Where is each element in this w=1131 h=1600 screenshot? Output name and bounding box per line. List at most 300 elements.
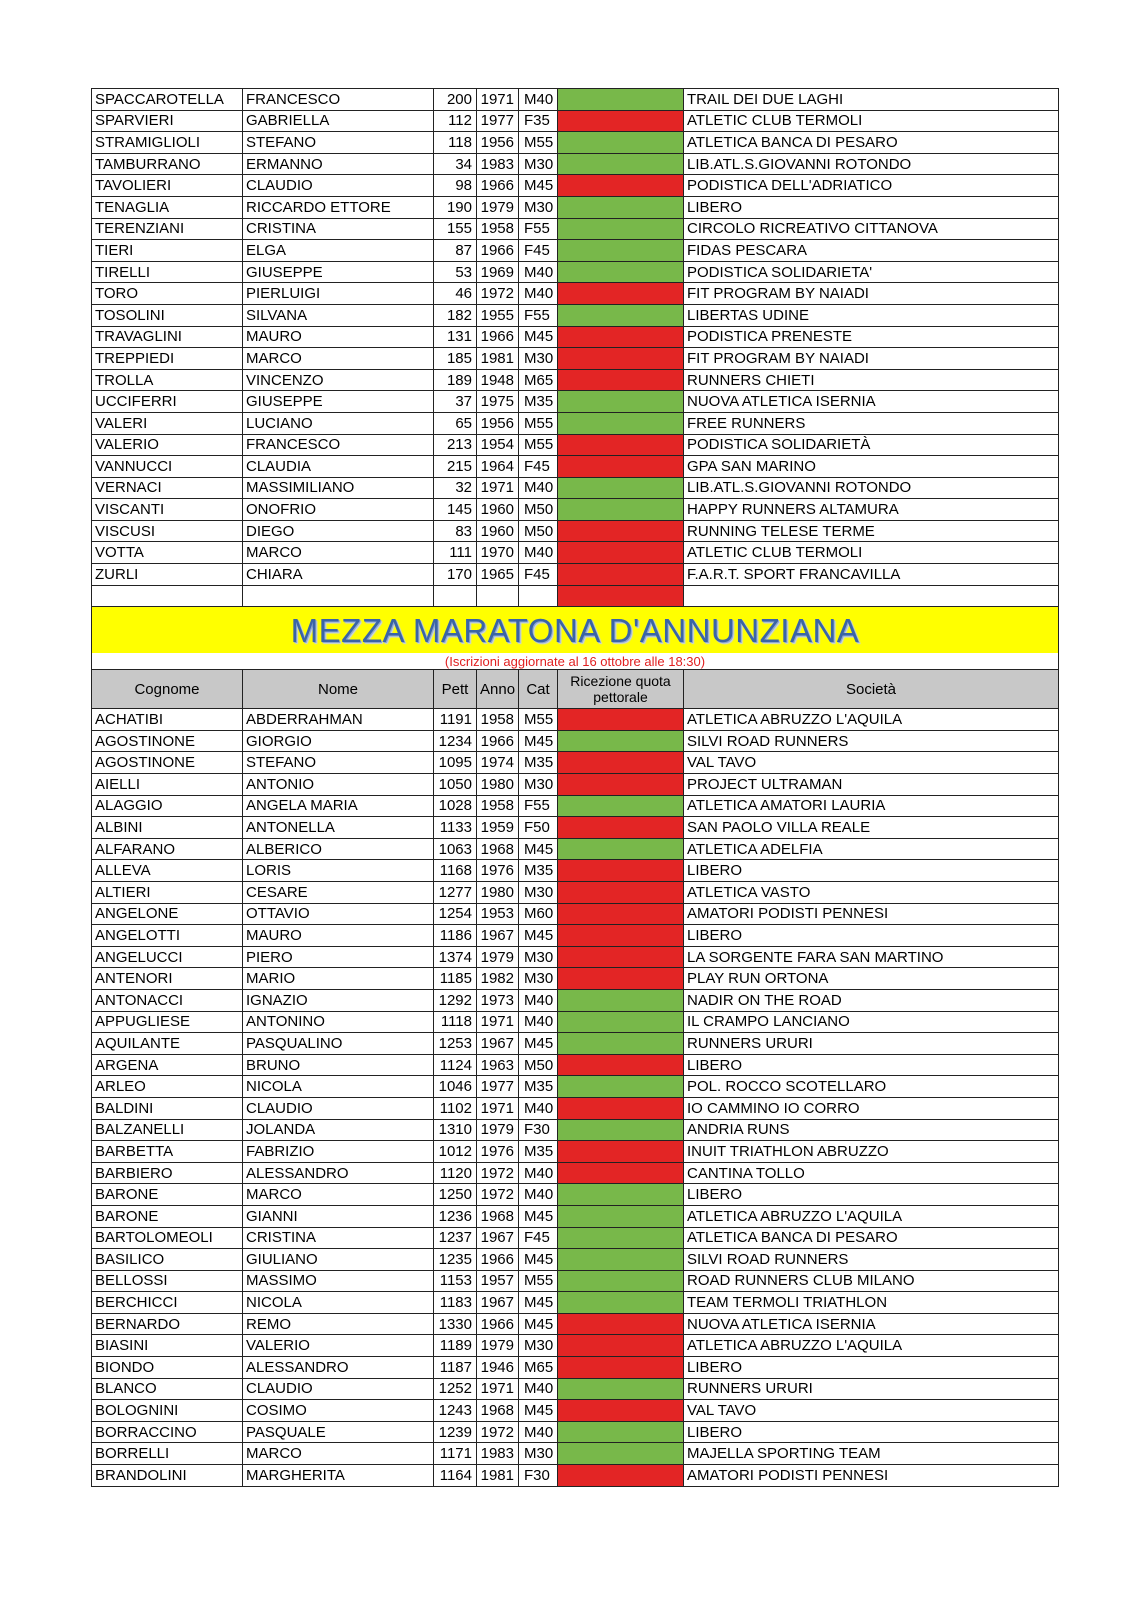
cell-surname: VANNUCCI [92,456,243,478]
table-row [92,1097,1059,1119]
cell-surname: UCCIFERRI [92,391,243,413]
cell-birth-year: 1966 [477,240,519,262]
cell-club: PODISTICA SOLIDARIETÀ [684,434,1059,456]
cell-surname: ARLEO [92,1076,243,1098]
cell-category: F30 [519,1465,558,1487]
cell-birth-year: 1968 [477,1205,519,1227]
cell-category: M35 [519,391,558,413]
cell-category: M35 [519,860,558,882]
table-row [92,1378,1059,1400]
cell-club: LIBERO [684,1421,1059,1443]
cell-birth-year: 1972 [477,1421,519,1443]
cell-birth-year: 1958 [477,795,519,817]
cell-name: ELGA [243,240,434,262]
cell-bib-number: 1236 [434,1205,477,1227]
table-row [92,946,1059,968]
cell-category: M30 [519,946,558,968]
cell-club: NADIR ON THE ROAD [684,989,1059,1011]
table-row [92,369,1059,391]
cell-club: FIT PROGRAM BY NAIADI [684,348,1059,370]
cell-category: M40 [519,1011,558,1033]
cell-birth-year: 1956 [477,412,519,434]
cell-name: ERMANNO [243,153,434,175]
cell-name: MAURO [243,326,434,348]
cell-bib-number: 1124 [434,1054,477,1076]
table-row [92,1270,1059,1292]
cell-category: M40 [519,1097,558,1119]
cell-club: SAN PAOLO VILLA REALE [684,817,1059,839]
cell-name: MASSIMILIANO [243,477,434,499]
cell-bib-number: 32 [434,477,477,499]
cell-surname: BERCHICCI [92,1292,243,1314]
cell-club: ATLETICA AMATORI LAURIA [684,795,1059,817]
cell-club: PODISTICA DELL'ADRIATICO [684,175,1059,197]
cell-bib-number: 1189 [434,1335,477,1357]
cell-category: M40 [519,1421,558,1443]
cell-club: ATLETICA BANCA DI PESARO [684,132,1059,154]
cell-birth-year: 1979 [477,946,519,968]
table-row [92,348,1059,370]
table-row [92,477,1059,499]
cell-club: PLAY RUN ORTONA [684,968,1059,990]
cell-club: IO CAMMINO IO CORRO [684,1097,1059,1119]
cell-bib-number: 145 [434,499,477,521]
cell-name: MARIO [243,968,434,990]
table-row [92,456,1059,478]
section-title-row [92,607,1059,654]
cell-payment-status [558,903,684,925]
table-row [92,283,1059,305]
table-row [92,1162,1059,1184]
cell-name: BRUNO [243,1054,434,1076]
header-year: Anno [477,670,519,709]
cell-bib-number: 111 [434,542,477,564]
cell-category: M45 [519,1313,558,1335]
cell-payment-status [558,520,684,542]
cell-surname: BARBETTA [92,1141,243,1163]
cell-payment-status [558,585,684,607]
cell-club: NUOVA ATLETICA ISERNIA [684,1313,1059,1335]
table-row [92,1292,1059,1314]
cell-surname: BASILICO [92,1249,243,1271]
cell-birth-year: 1981 [477,1465,519,1487]
cell-category: M55 [519,709,558,731]
cell-birth-year: 1970 [477,542,519,564]
cell-birth-year: 1968 [477,838,519,860]
cell-surname: BARONE [92,1205,243,1227]
cell-name: ANTONIO [243,774,434,796]
table-row [92,196,1059,218]
cell-club: SILVI ROAD RUNNERS [684,730,1059,752]
cell-birth-year: 1955 [477,304,519,326]
cell-birth-year: 1971 [477,1097,519,1119]
cell-payment-status [558,968,684,990]
cell-surname: ANGELONE [92,903,243,925]
cell-birth-year: 1946 [477,1357,519,1379]
section-header [92,607,1059,709]
cell-surname: AGOSTINONE [92,752,243,774]
cell-club: LIBERO [684,196,1059,218]
cell-bib-number: 37 [434,391,477,413]
cell-category: M45 [519,1249,558,1271]
cell-name: ALBERICO [243,838,434,860]
cell-category: M50 [519,1054,558,1076]
cell-category: F50 [519,817,558,839]
cell-bib-number: 1292 [434,989,477,1011]
cell-birth-year: 1980 [477,882,519,904]
cell-payment-status [558,1443,684,1465]
cell-bib-number [434,585,477,607]
cell-category: F35 [519,110,558,132]
table-row [92,326,1059,348]
cell-club: POL. ROCCO SCOTELLARO [684,1076,1059,1098]
table-row [92,817,1059,839]
table-row [92,218,1059,240]
cell-category: M30 [519,153,558,175]
table-row [92,391,1059,413]
cell-category: M40 [519,477,558,499]
cell-birth-year: 1976 [477,860,519,882]
cell-name: GIUSEPPE [243,391,434,413]
cell-club: RUNNERS URURI [684,1378,1059,1400]
cell-payment-status [558,456,684,478]
cell-club: CIRCOLO RICREATIVO CITTANOVA [684,218,1059,240]
cell-club: AMATORI PODISTI PENNESI [684,903,1059,925]
column-header-row [92,670,1059,709]
cell-payment-status [558,1054,684,1076]
table-row [92,132,1059,154]
cell-birth-year: 1972 [477,283,519,305]
cell-bib-number: 53 [434,261,477,283]
cell-bib-number: 131 [434,326,477,348]
cell-club: ATLETICA ADELFIA [684,838,1059,860]
cell-club [684,585,1059,607]
cell-name: CRISTINA [243,218,434,240]
cell-category: M30 [519,968,558,990]
cell-birth-year: 1960 [477,499,519,521]
cell-club: LIB.ATL.S.GIOVANNI ROTONDO [684,477,1059,499]
cell-payment-status [558,153,684,175]
cell-payment-status [558,110,684,132]
update-note: (Iscrizioni aggiornate al 16 ottobre alle 18:30) [92,653,1059,670]
cell-name: CESARE [243,882,434,904]
cell-surname: ANTONACCI [92,989,243,1011]
cell-surname: BARTOLOMEOLI [92,1227,243,1249]
cell-birth-year: 1971 [477,477,519,499]
table-row [92,989,1059,1011]
header-surname: Cognome [92,670,243,709]
cell-payment-status [558,817,684,839]
cell-payment-status [558,240,684,262]
cell-category: M40 [519,542,558,564]
cell-bib-number: 46 [434,283,477,305]
cell-name: MARCO [243,1184,434,1206]
cell-payment-status [558,499,684,521]
cell-birth-year: 1983 [477,1443,519,1465]
cell-name: CLAUDIA [243,456,434,478]
cell-bib-number: 213 [434,434,477,456]
previous-race-rows [92,89,1059,607]
cell-club: ANDRIA RUNS [684,1119,1059,1141]
table-row [92,1033,1059,1055]
cell-club: LIBERTAS UDINE [684,304,1059,326]
cell-club: VAL TAVO [684,1400,1059,1422]
cell-payment-status [558,132,684,154]
cell-bib-number: 83 [434,520,477,542]
cell-category [519,585,558,607]
table-row [92,1249,1059,1271]
cell-payment-status [558,477,684,499]
cell-club: PROJECT ULTRAMAN [684,774,1059,796]
cell-category: F45 [519,564,558,586]
cell-bib-number: 1253 [434,1033,477,1055]
cell-club: GPA SAN MARINO [684,456,1059,478]
cell-payment-status [558,1357,684,1379]
cell-bib-number: 189 [434,369,477,391]
cell-name: SILVANA [243,304,434,326]
table-row [92,1076,1059,1098]
cell-payment-status [558,1227,684,1249]
cell-payment-status [558,882,684,904]
cell-birth-year: 1957 [477,1270,519,1292]
cell-payment-status [558,774,684,796]
cell-category: M40 [519,1184,558,1206]
cell-surname: TROLLA [92,369,243,391]
cell-surname: ANTENORI [92,968,243,990]
cell-surname: VOTTA [92,542,243,564]
cell-bib-number: 1252 [434,1378,477,1400]
cell-bib-number: 1186 [434,925,477,947]
cell-club: INUIT TRIATHLON ABRUZZO [684,1141,1059,1163]
cell-surname: ANGELUCCI [92,946,243,968]
cell-bib-number: 215 [434,456,477,478]
cell-category: M65 [519,1357,558,1379]
cell-category: M35 [519,1076,558,1098]
cell-payment-status [558,838,684,860]
cell-payment-status [558,1076,684,1098]
cell-surname: BELLOSSI [92,1270,243,1292]
cell-name: GIORGIO [243,730,434,752]
cell-club: MAJELLA SPORTING TEAM [684,1443,1059,1465]
cell-birth-year: 1975 [477,391,519,413]
cell-club: ATLETICA ABRUZZO L'AQUILA [684,1335,1059,1357]
cell-name: VALERIO [243,1335,434,1357]
cell-category: M30 [519,1335,558,1357]
cell-category: M30 [519,1443,558,1465]
cell-name: FRANCESCO [243,89,434,111]
cell-bib-number: 1012 [434,1141,477,1163]
cell-surname: ZURLI [92,564,243,586]
cell-birth-year: 1967 [477,925,519,947]
cell-birth-year: 1963 [477,1054,519,1076]
table-row [92,860,1059,882]
table-row [92,1400,1059,1422]
cell-name: REMO [243,1313,434,1335]
cell-club: IL CRAMPO LANCIANO [684,1011,1059,1033]
cell-surname: SPARVIERI [92,110,243,132]
cell-payment-status [558,989,684,1011]
cell-category: M45 [519,838,558,860]
table-row [92,774,1059,796]
cell-birth-year: 1954 [477,434,519,456]
cell-bib-number: 1120 [434,1162,477,1184]
cell-bib-number: 1095 [434,752,477,774]
cell-payment-status [558,1292,684,1314]
cell-category: M30 [519,774,558,796]
cell-surname: AGOSTINONE [92,730,243,752]
cell-name: OTTAVIO [243,903,434,925]
cell-payment-status [558,283,684,305]
cell-club: ATLETICA BANCA DI PESARO [684,1227,1059,1249]
cell-surname: VALERIO [92,434,243,456]
cell-name: JOLANDA [243,1119,434,1141]
cell-name: CLAUDIO [243,175,434,197]
cell-birth-year [477,585,519,607]
cell-birth-year: 1977 [477,110,519,132]
table-row [92,1054,1059,1076]
table-row [92,709,1059,731]
cell-payment-status [558,542,684,564]
cell-birth-year: 1976 [477,1141,519,1163]
cell-club: LA SORGENTE FARA SAN MARTINO [684,946,1059,968]
cell-club: NUOVA ATLETICA ISERNIA [684,391,1059,413]
cell-bib-number: 1250 [434,1184,477,1206]
cell-birth-year: 1981 [477,348,519,370]
cell-category: M45 [519,730,558,752]
cell-surname: BRANDOLINI [92,1465,243,1487]
cell-club: RUNNERS CHIETI [684,369,1059,391]
cell-name: IGNAZIO [243,989,434,1011]
cell-name: MARCO [243,1443,434,1465]
cell-bib-number: 1330 [434,1313,477,1335]
cell-bib-number: 87 [434,240,477,262]
cell-birth-year: 1948 [477,369,519,391]
cell-birth-year: 1979 [477,1119,519,1141]
cell-name: FRANCESCO [243,434,434,456]
cell-payment-status [558,1205,684,1227]
table-row [92,882,1059,904]
table-row [92,585,1059,607]
cell-bib-number: 1050 [434,774,477,796]
cell-category: F55 [519,304,558,326]
cell-category: M40 [519,283,558,305]
table-row [92,520,1059,542]
cell-club: LIBERO [684,1184,1059,1206]
section-title: MEZZA MARATONA D'ANNUNZIANA [92,607,1059,654]
cell-club: FIDAS PESCARA [684,240,1059,262]
cell-name: MASSIMO [243,1270,434,1292]
cell-surname: BALZANELLI [92,1119,243,1141]
cell-surname: TIRELLI [92,261,243,283]
table-row [92,925,1059,947]
cell-name: ALESSANDRO [243,1162,434,1184]
cell-category: M55 [519,132,558,154]
table-row [92,730,1059,752]
table-row [92,175,1059,197]
cell-club: FREE RUNNERS [684,412,1059,434]
header-category: Cat [519,670,558,709]
cell-bib-number: 1185 [434,968,477,990]
cell-surname: ALAGGIO [92,795,243,817]
cell-bib-number: 1153 [434,1270,477,1292]
cell-name: GIUSEPPE [243,261,434,283]
cell-club: PODISTICA SOLIDARIETA' [684,261,1059,283]
cell-category: F55 [519,795,558,817]
cell-birth-year: 1966 [477,1313,519,1335]
cell-name: PASQUALE [243,1421,434,1443]
cell-category: M45 [519,1033,558,1055]
cell-name [243,585,434,607]
cell-surname: BARBIERO [92,1162,243,1184]
cell-surname: VISCUSI [92,520,243,542]
cell-surname: VISCANTI [92,499,243,521]
cell-club: TRAIL DEI DUE LAGHI [684,89,1059,111]
cell-surname: BIASINI [92,1335,243,1357]
cell-bib-number: 190 [434,196,477,218]
cell-birth-year: 1971 [477,1378,519,1400]
cell-bib-number: 1191 [434,709,477,731]
cell-bib-number: 1118 [434,1011,477,1033]
cell-surname: TORO [92,283,243,305]
cell-payment-status [558,196,684,218]
cell-payment-status [558,1465,684,1487]
cell-club: LIB.ATL.S.GIOVANNI ROTONDO [684,153,1059,175]
cell-club: PODISTICA PRENESTE [684,326,1059,348]
table-row [92,752,1059,774]
cell-payment-status [558,391,684,413]
cell-payment-status [558,1141,684,1163]
table-row [92,1119,1059,1141]
cell-surname: TENAGLIA [92,196,243,218]
cell-category: M40 [519,89,558,111]
cell-bib-number: 1046 [434,1076,477,1098]
cell-name: ALESSANDRO [243,1357,434,1379]
cell-bib-number: 1187 [434,1357,477,1379]
cell-club: LIBERO [684,1054,1059,1076]
header-name: Nome [243,670,434,709]
cell-birth-year: 1960 [477,520,519,542]
table-row [92,1357,1059,1379]
cell-club: F.A.R.T. SPORT FRANCAVILLA [684,564,1059,586]
cell-birth-year: 1967 [477,1292,519,1314]
cell-bib-number: 1374 [434,946,477,968]
cell-bib-number: 1234 [434,730,477,752]
registrations-table [91,88,1059,1487]
cell-payment-status [558,709,684,731]
cell-club: TEAM TERMOLI TRIATHLON [684,1292,1059,1314]
header-club: Società [684,670,1059,709]
table-row [92,1421,1059,1443]
cell-surname: BALDINI [92,1097,243,1119]
cell-surname: BIONDO [92,1357,243,1379]
cell-name: ANGELA MARIA [243,795,434,817]
cell-name: STEFANO [243,752,434,774]
cell-birth-year: 1966 [477,730,519,752]
cell-surname: ANGELOTTI [92,925,243,947]
cell-name: MARCO [243,542,434,564]
cell-surname: TAMBURRANO [92,153,243,175]
table-row [92,110,1059,132]
cell-surname: STRAMIGLIOLI [92,132,243,154]
table-row [92,795,1059,817]
cell-payment-status [558,412,684,434]
cell-category: M40 [519,1162,558,1184]
cell-club: ROAD RUNNERS CLUB MILANO [684,1270,1059,1292]
cell-name: MAURO [243,925,434,947]
cell-name: GIULIANO [243,1249,434,1271]
cell-club: LIBERO [684,1357,1059,1379]
cell-bib-number: 1171 [434,1443,477,1465]
